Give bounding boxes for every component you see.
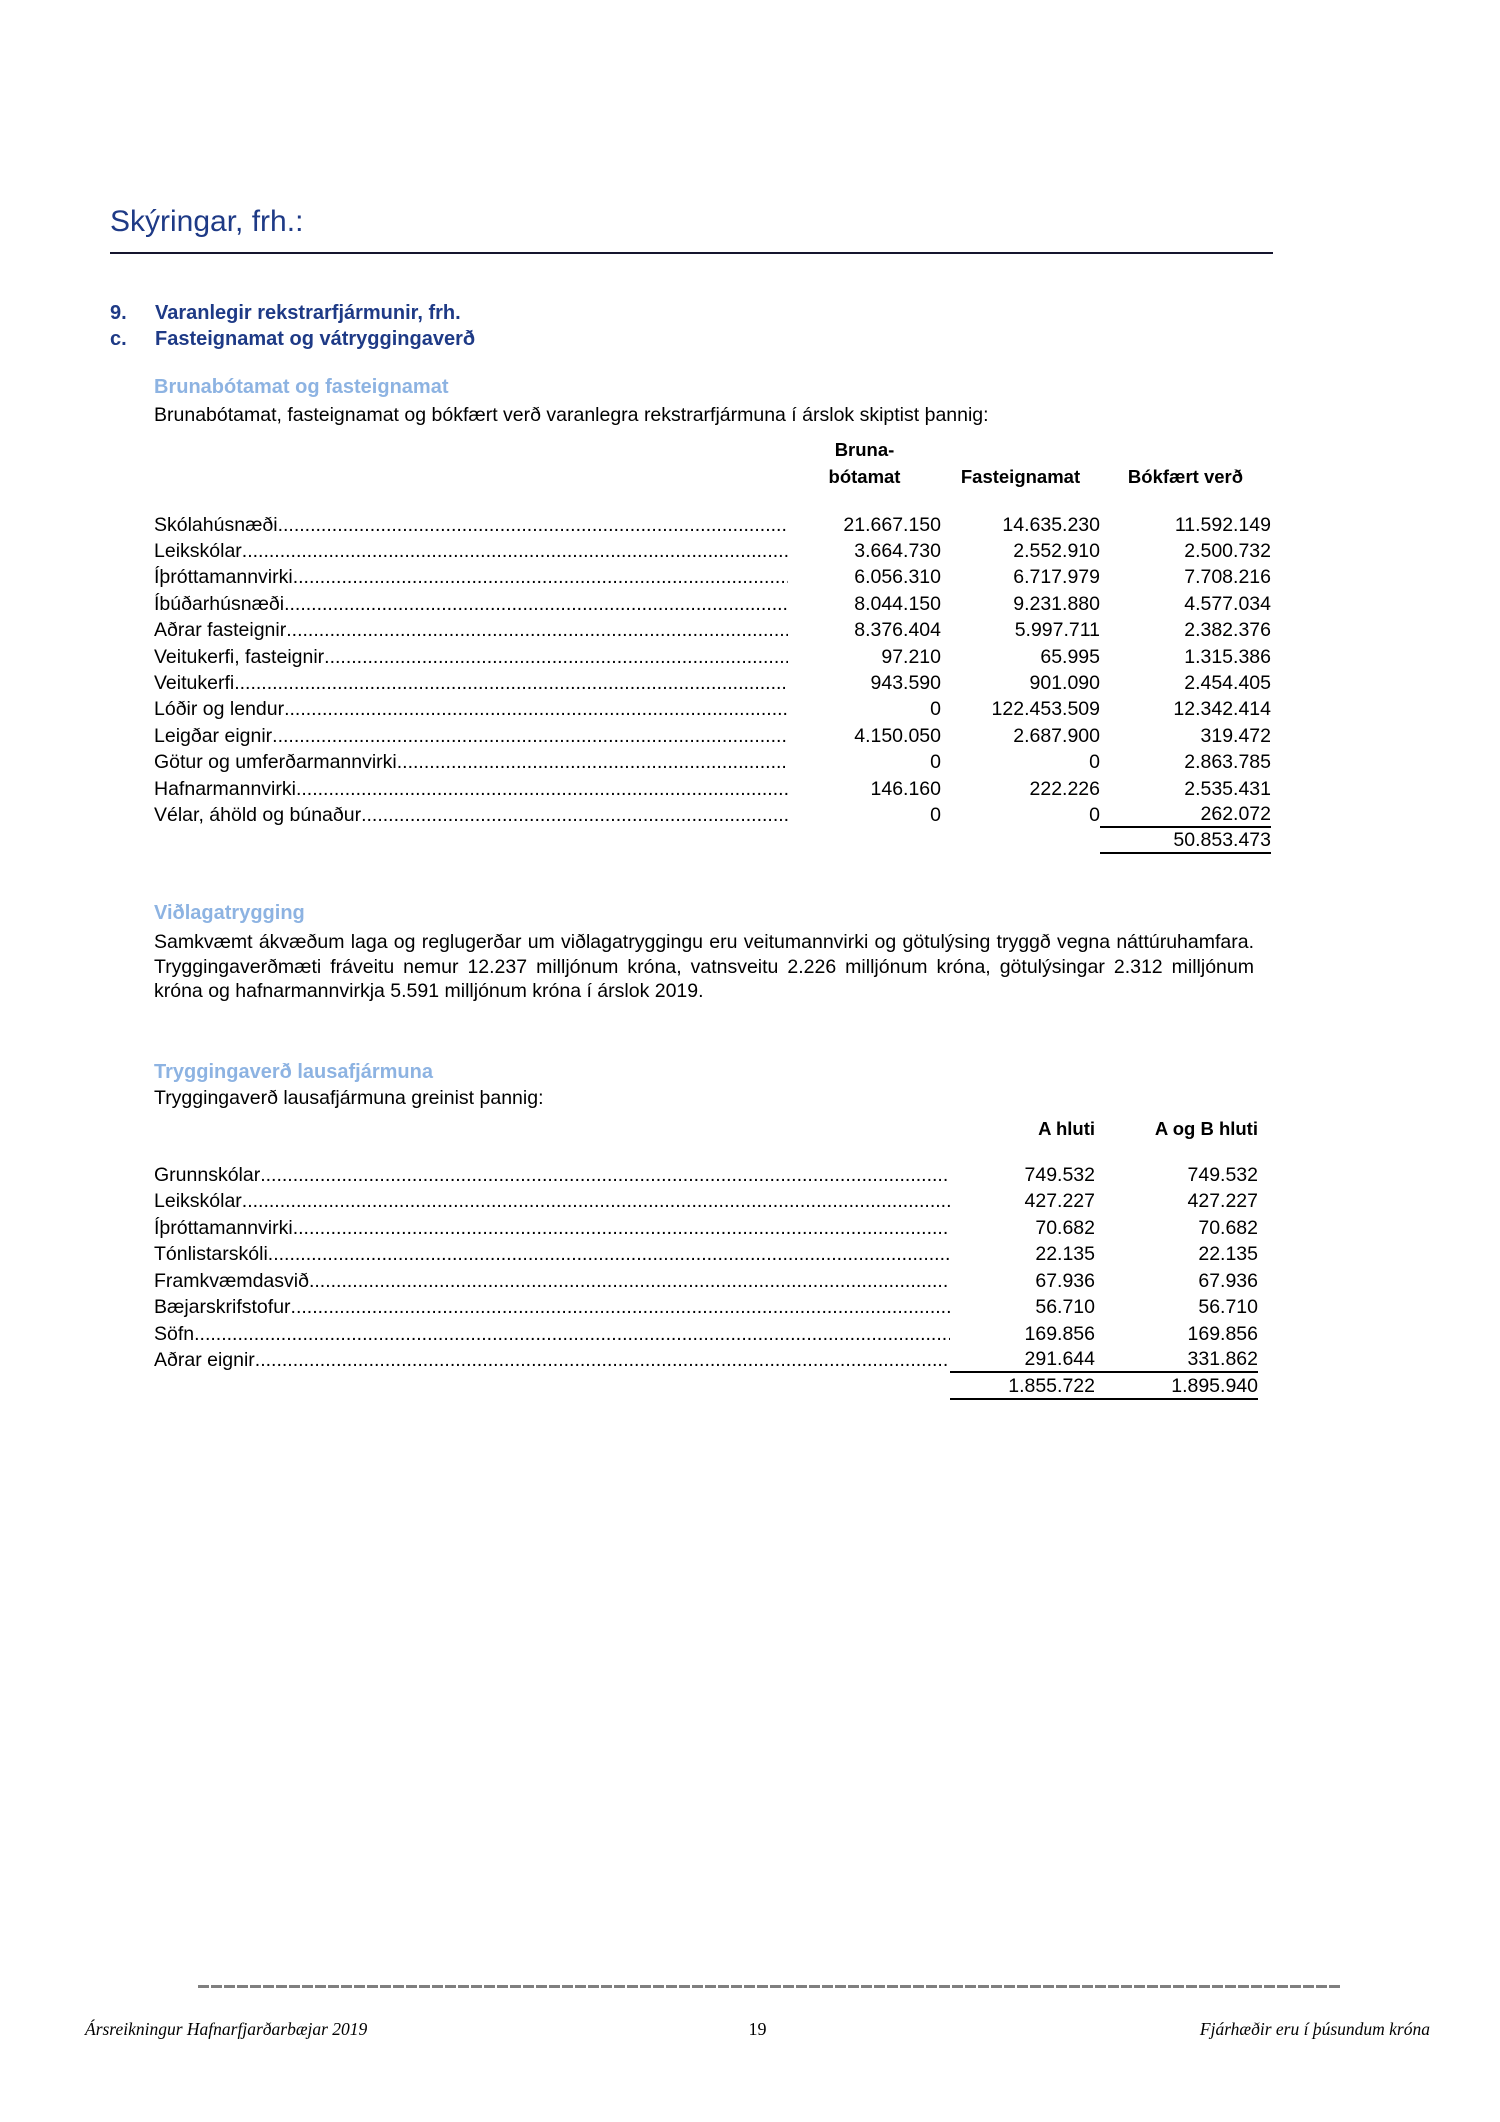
- table2-col2-header: A og B hluti: [1154, 1117, 1258, 1139]
- page-number: 19: [748, 2019, 767, 2039]
- table-row: [154, 697, 1271, 723]
- table-row: [154, 512, 1271, 538]
- cell-brunabotamat: 4.150.050: [854, 724, 941, 747]
- leader-dots: [296, 778, 788, 801]
- table-row: [154, 776, 1271, 802]
- table-row: [154, 565, 1271, 591]
- cell-a-hluti: 70.682: [1035, 1216, 1095, 1239]
- table2-header: [950, 1115, 1258, 1142]
- cell-fasteignamat: 65.995: [1040, 645, 1100, 668]
- table-row: [154, 1295, 1258, 1322]
- cell-a-og-b-hluti: 70.682: [1198, 1216, 1258, 1239]
- row-label: Bæjarskrifstofur: [154, 1296, 291, 1319]
- table2-col1-header: A hluti: [1038, 1117, 1095, 1139]
- row-label: Veitukerfi, fasteignir: [154, 645, 325, 668]
- cell-a-hluti: 749.532: [1024, 1163, 1095, 1186]
- cell-a-hluti: 427.227: [1024, 1190, 1095, 1213]
- leader-dots: [286, 619, 788, 642]
- cell-fasteignamat: 14.635.230: [1002, 513, 1100, 536]
- cell-bokfaert-verd: 7.708.216: [1184, 566, 1271, 589]
- cell-fasteignamat: 122.453.509: [991, 698, 1100, 721]
- cell-fasteignamat: 222.226: [1029, 777, 1100, 800]
- cell-bokfaert-verd: 1.315.386: [1184, 645, 1271, 668]
- section-heading-vidlagatrygging: Viðlagatrygging: [154, 902, 305, 924]
- leader-dots: [309, 1270, 950, 1293]
- footer-left: Ársreikningur Hafnarfjarðarbæjar 2019: [85, 2019, 368, 2039]
- cell-a-og-b-hluti: 56.710: [1198, 1296, 1258, 1319]
- leader-dots: [255, 1349, 950, 1372]
- cell-a-og-b-hluti: 331.862: [1095, 1348, 1258, 1373]
- cell-brunabotamat: 97.210: [881, 645, 941, 668]
- leader-dots: [234, 672, 788, 695]
- cell-brunabotamat: 0: [930, 803, 941, 826]
- cell-fasteignamat: 9.231.880: [1013, 592, 1100, 615]
- table-row: [154, 591, 1271, 617]
- subnote-heading: [110, 328, 475, 351]
- row-label: Götur og umferðarmannvirki: [154, 751, 397, 774]
- footer: [85, 2019, 1430, 2040]
- leader-dots: [194, 1323, 950, 1346]
- table-row: [154, 644, 1271, 670]
- row-label: Söfn: [154, 1322, 195, 1345]
- tryggingaverd-table: [154, 1162, 1258, 1400]
- row-label: Tónlistarskóli: [154, 1243, 268, 1266]
- cell-bokfaert-verd: 2.454.405: [1184, 672, 1271, 695]
- table-row: [154, 802, 1271, 828]
- footer-divider: [198, 1985, 1340, 1988]
- table-row: [154, 1348, 1258, 1375]
- note-heading: [110, 302, 461, 325]
- row-label: Grunnskólar: [154, 1163, 261, 1186]
- leader-dots: [293, 566, 788, 589]
- cell-a-og-b-hluti: 427.227: [1187, 1190, 1258, 1213]
- leader-dots: [324, 646, 788, 669]
- cell-fasteignamat: 0: [1089, 751, 1100, 774]
- cell-a-og-b-hluti: 22.135: [1198, 1243, 1258, 1266]
- cell-fasteignamat: 2.687.900: [1013, 724, 1100, 747]
- vidlagatrygging-paragraph: Samkvæmt ákvæðum laga og reglugerðar um viðlagatryggingu eru veitumannvirki og götulýsing tryggð vegna náttúruhamfara. Tryggingaverðmæti fráveitu nemur 12.237 milljónum króna, vatnsveitu 2.226 milljónum króna, götulýsingar 2.312 milljónum króna og hafnarmannvirkja 5.591 milljónum króna í árslok 2019.: [154, 931, 1254, 1003]
- table2-total-a-hluti: 1.855.722: [950, 1375, 1095, 1400]
- row-label: Aðrar fasteignir: [154, 619, 287, 642]
- cell-fasteignamat: 5.997.711: [1014, 619, 1100, 642]
- table1-col1-header-line1: Bruna-: [834, 438, 895, 460]
- tryggingaverd-intro: Tryggingaverð lausafjármuna greinist þannig:: [154, 1087, 544, 1109]
- table1-total-row: [154, 829, 1271, 855]
- note-title: Varanlegir rekstrarfjármunir, frh.: [155, 302, 461, 324]
- row-label: Íþróttamannvirki: [154, 566, 293, 589]
- table-row: [154, 1162, 1258, 1189]
- cell-bokfaert-verd: 2.863.785: [1184, 751, 1271, 774]
- row-label: Íbúðarhúsnæði: [154, 592, 285, 615]
- table-row: [154, 670, 1271, 696]
- row-label: Vélar, áhöld og búnaður: [154, 803, 362, 826]
- row-label: Veitukerfi: [154, 672, 235, 695]
- table-row: [154, 1242, 1258, 1269]
- cell-bokfaert-verd: 11.592.149: [1174, 513, 1271, 536]
- cell-brunabotamat: 8.044.150: [854, 592, 941, 615]
- table2-total-row: [154, 1374, 1258, 1400]
- cell-fasteignamat: 6.717.979: [1013, 566, 1100, 589]
- table-row: [154, 1321, 1258, 1348]
- row-label: Leigðar eignir: [154, 724, 273, 747]
- table-row: [154, 538, 1271, 564]
- table1-total: 50.853.473: [1100, 829, 1271, 854]
- subnote-title: Fasteignamat og vátryggingaverð: [155, 328, 476, 350]
- subnote-letter: c.: [110, 328, 127, 350]
- table1-col2-header: Fasteignamat: [960, 465, 1081, 487]
- cell-brunabotamat: 0: [930, 751, 941, 774]
- cell-bokfaert-verd: 2.500.732: [1184, 540, 1271, 563]
- cell-bokfaert-verd: 319.472: [1200, 724, 1271, 747]
- leader-dots: [278, 514, 788, 537]
- row-label: Skólahúsnæði: [154, 513, 278, 536]
- cell-a-hluti: 67.936: [1035, 1269, 1095, 1292]
- row-label: Aðrar eignir: [154, 1349, 255, 1372]
- footer-right: Fjárhæðir eru í þúsundum króna: [1199, 2019, 1430, 2039]
- row-label: Leikskólar: [154, 540, 242, 563]
- leader-dots: [291, 1296, 950, 1319]
- leader-dots: [268, 1243, 950, 1266]
- cell-brunabotamat: 943.590: [870, 672, 941, 695]
- cell-a-hluti: 22.135: [1035, 1243, 1095, 1266]
- cell-a-hluti: 169.856: [1024, 1322, 1095, 1345]
- cell-a-hluti: 291.644: [950, 1348, 1095, 1373]
- table2-total-a-og-b-hluti: 1.895.940: [1095, 1375, 1258, 1400]
- row-label: Framkvæmdasvið: [154, 1269, 309, 1292]
- table-row: [154, 750, 1271, 776]
- row-label: Leikskólar: [154, 1190, 242, 1213]
- table-row: [154, 1215, 1258, 1242]
- note-number: 9.: [110, 302, 127, 324]
- table-row: [154, 1268, 1258, 1295]
- leader-dots: [242, 1190, 950, 1213]
- cell-brunabotamat: 0: [930, 698, 941, 721]
- cell-bokfaert-verd: 12.342.414: [1173, 698, 1271, 721]
- leader-dots: [284, 698, 788, 721]
- leader-dots: [293, 1217, 950, 1240]
- leader-dots: [260, 1164, 950, 1187]
- table-row: [154, 618, 1271, 644]
- table1-header: [788, 436, 1271, 490]
- leader-dots: [272, 725, 788, 748]
- cell-bokfaert-verd: 2.535.431: [1184, 777, 1271, 800]
- cell-a-hluti: 56.710: [1035, 1296, 1095, 1319]
- row-label: Íþróttamannvirki: [154, 1216, 293, 1239]
- table-row: [154, 723, 1271, 749]
- section-heading-brunabotamat: Brunabótamat og fasteignamat: [154, 376, 449, 398]
- cell-fasteignamat: 2.552.910: [1013, 540, 1100, 563]
- cell-brunabotamat: 21.667.150: [843, 513, 941, 536]
- cell-brunabotamat: 3.664.730: [854, 540, 941, 563]
- cell-brunabotamat: 6.056.310: [854, 566, 941, 589]
- cell-bokfaert-verd: 2.382.376: [1184, 619, 1271, 642]
- cell-fasteignamat: 901.090: [1029, 672, 1100, 695]
- table1-col1-header-line2: bótamat: [828, 465, 901, 487]
- row-label: Lóðir og lendur: [154, 698, 285, 721]
- cell-fasteignamat: 0: [1089, 803, 1100, 826]
- cell-bokfaert-verd: 262.072: [1100, 803, 1271, 828]
- cell-a-og-b-hluti: 169.856: [1187, 1322, 1258, 1345]
- page-title: Skýringar, frh.:: [110, 205, 1273, 254]
- cell-bokfaert-verd: 4.577.034: [1184, 592, 1271, 615]
- cell-brunabotamat: 8.376.404: [854, 619, 941, 642]
- cell-a-og-b-hluti: 67.936: [1198, 1269, 1258, 1292]
- section-heading-tryggingaverd: Tryggingaverð lausafjármuna: [154, 1061, 433, 1083]
- row-label: Hafnarmannvirki: [154, 777, 296, 800]
- brunabotamat-intro: Brunabótamat, fasteignamat og bókfært verð varanlegra rekstrarfjármuna í árslok skiptist þannig:: [154, 404, 989, 426]
- leader-dots: [397, 751, 788, 774]
- table-row: [154, 1189, 1258, 1216]
- cell-a-og-b-hluti: 749.532: [1187, 1163, 1258, 1186]
- leader-dots: [361, 804, 788, 827]
- leader-dots: [242, 540, 788, 563]
- leader-dots: [284, 593, 788, 616]
- cell-brunabotamat: 146.160: [870, 777, 941, 800]
- brunabotamat-table: [154, 512, 1271, 855]
- table1-col3-header: Bókfært verð: [1127, 465, 1244, 487]
